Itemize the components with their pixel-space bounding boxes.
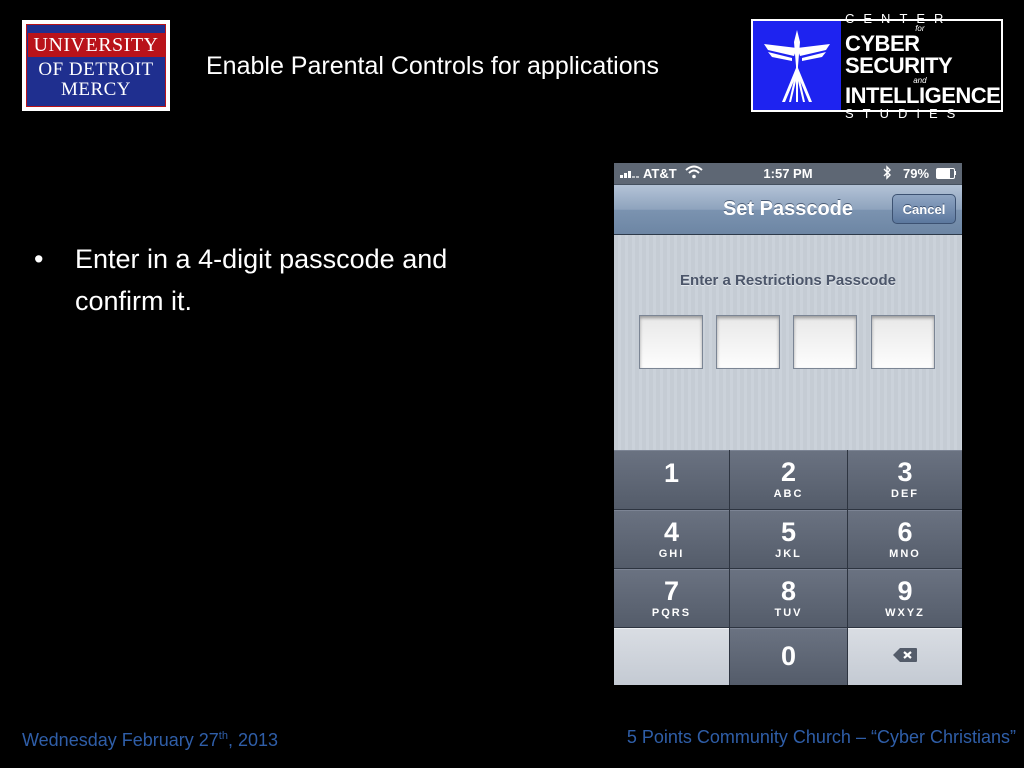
key-number: 6	[897, 517, 913, 547]
passcode-digit-field-3[interactable]	[793, 315, 857, 369]
key-1[interactable]	[614, 450, 729, 509]
footer-date-year: , 2013	[227, 730, 279, 750]
carrier-label: AT&T	[643, 166, 677, 181]
key-2[interactable]	[730, 450, 847, 509]
passcode-digit-field-2[interactable]	[716, 315, 780, 369]
footer-date-main: Wednesday February 27	[22, 730, 219, 750]
battery-nub	[954, 171, 956, 175]
bullet-marker: •	[34, 244, 44, 274]
key-letters: WXYZ	[885, 607, 925, 619]
key-letters: MNO	[889, 548, 921, 560]
bullet-text: Enter in a 4-digit passcode and confirm it.	[75, 244, 448, 316]
footer-date	[22, 730, 278, 751]
key-number: 4	[663, 517, 680, 547]
logo-text-and: and	[913, 75, 927, 85]
passcode-prompt: Enter a Restrictions Passcode	[680, 272, 896, 289]
key-letters: TUV	[774, 607, 803, 619]
footer-event: 5 Points Community Church – “Cyber Christians”	[626, 727, 1016, 747]
key-letters: ABC	[773, 488, 804, 500]
key-9[interactable]	[848, 569, 962, 627]
logo-text-studies: STUDIES	[845, 105, 965, 121]
key-6[interactable]	[848, 510, 962, 568]
battery-percent: 79%	[903, 166, 930, 181]
battery-icon	[936, 168, 955, 179]
key-number: 2	[780, 457, 797, 487]
logo-text-intelligence: INTELLIGENCE	[845, 82, 1001, 108]
backspace-icon	[892, 647, 918, 668]
logo-text-of-detroit: OF DETROIT	[38, 58, 154, 80]
key-8[interactable]	[730, 569, 847, 627]
passcode-digit-field-1[interactable]	[639, 315, 703, 369]
key-letters: DEF	[891, 488, 919, 500]
navigation-bar	[614, 185, 962, 235]
eagle-emblem-icon	[753, 21, 841, 110]
nav-title: Set Passcode	[722, 198, 854, 220]
university-detroit-mercy-logo	[22, 20, 170, 111]
delete-key[interactable]	[848, 628, 962, 685]
bluetooth-icon	[882, 165, 892, 183]
logo-text-university: UNIVERSITY	[28, 33, 165, 57]
key-letters: PQRS	[651, 607, 692, 619]
footer-date-suffix-sup: th	[218, 730, 228, 742]
key-number: 7	[663, 576, 680, 606]
logo-text-center: CENTER	[845, 10, 953, 26]
passcode-entry-area	[614, 235, 962, 453]
key-letters: GHI	[658, 548, 685, 560]
logo-text-mercy: MERCY	[60, 78, 132, 100]
key-0[interactable]	[730, 628, 847, 685]
cancel-button[interactable]: Cancel	[892, 194, 956, 224]
logo-text-for: for	[915, 23, 925, 33]
key-7[interactable]	[614, 569, 729, 627]
passcode-digit-field-4[interactable]	[871, 315, 935, 369]
key-number: 5	[780, 517, 797, 547]
key-letters: JKL	[775, 548, 802, 560]
battery-fill	[937, 169, 950, 178]
key-blank	[614, 628, 729, 685]
key-number: 8	[780, 576, 797, 606]
key-3[interactable]	[848, 450, 962, 509]
slide-title: Enable Parental Controls for applications	[206, 52, 660, 80]
key-4[interactable]	[614, 510, 729, 568]
iphone-screenshot	[614, 163, 962, 685]
numeric-keypad	[614, 450, 962, 685]
key-number: 1	[663, 458, 680, 488]
key-number: 9	[897, 576, 913, 606]
key-number: 0	[780, 641, 797, 671]
cyber-security-center-logo	[751, 10, 1003, 121]
key-5[interactable]	[730, 510, 847, 568]
logo-text-cyber-security: CYBER SECURITY	[845, 30, 953, 78]
status-bar	[614, 163, 962, 185]
status-time: 1:57 PM	[763, 166, 813, 181]
key-number: 3	[897, 457, 913, 487]
